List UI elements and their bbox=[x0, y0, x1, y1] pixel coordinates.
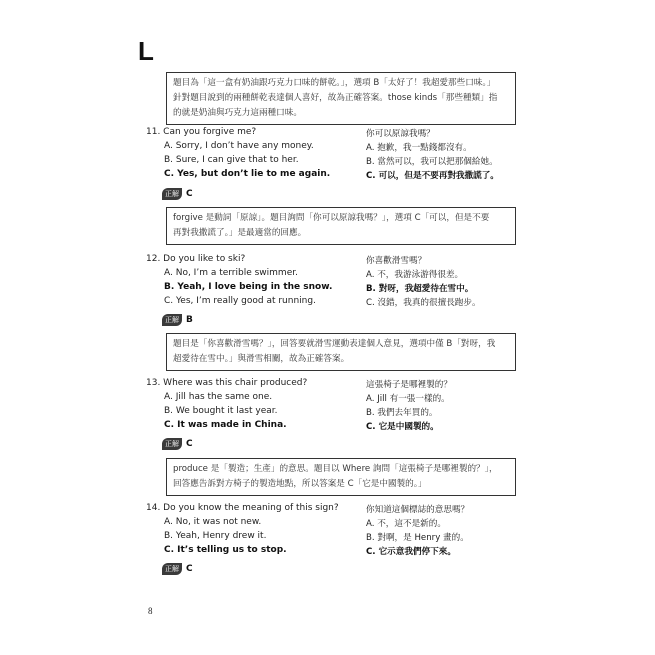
question-12-zh: 你喜歡滑雪嗎？ bbox=[366, 256, 427, 266]
question-13-zh: 這張椅子是哪裡製的？ bbox=[366, 380, 452, 390]
explanation-box-q12 bbox=[166, 333, 516, 371]
q11-option-b: B. Sure, I can give that to her. bbox=[164, 155, 299, 165]
q14-answer-letter: C bbox=[186, 564, 193, 574]
q11-answer-letter: C bbox=[186, 189, 193, 199]
explanation-line: 超愛待在雪中。」與滑雪相關，故為正確答案。 bbox=[173, 354, 350, 364]
q11-option-c-zh: C. 可以，但是不要再對我撒謊了。 bbox=[366, 171, 499, 181]
page-number: 8 bbox=[148, 606, 153, 616]
explanation-box-q11 bbox=[166, 207, 516, 245]
q11-option-a: A. Sorry, I don’t have any money. bbox=[164, 141, 314, 151]
question-14-zh: 你知道這個標誌的意思嗎？ bbox=[366, 505, 470, 515]
q14-option-b: B. Yeah, Henry drew it. bbox=[164, 531, 267, 541]
question-11: 11. Can you forgive me? bbox=[146, 127, 257, 137]
q14-option-a: A. No, it was not new. bbox=[164, 517, 262, 527]
explanation-line: 再對我撒謊了。」是最適當的回應。 bbox=[173, 228, 307, 238]
q12-option-a: A. No, I’m a terrible swimmer. bbox=[164, 268, 298, 278]
explanation-line: 題目是「你喜歡滑雪嗎？」，回答要就滑雪運動表達個人意見，選項中僅 B「對呀，我 bbox=[173, 339, 496, 349]
q12-option-c-zh: C. 沒錯，我真的很擅長跑步。 bbox=[366, 298, 481, 308]
q12-option-c: C. Yes, I’m really good at running. bbox=[164, 296, 316, 306]
q12-answer-letter: B bbox=[186, 315, 193, 325]
q12-option-b-zh: B. 對呀，我超愛待在雪中。 bbox=[366, 284, 474, 294]
explanation-line: 的就是奶油與巧克力這兩種口味。 bbox=[173, 108, 302, 118]
q14-option-b-zh: B. 對啊，是 Henry 畫的。 bbox=[366, 533, 469, 543]
q14-option-c-zh: C. 它示意我們停下來。 bbox=[366, 547, 456, 557]
q11-option-b-zh: B. 當然可以，我可以把那個給她。 bbox=[366, 157, 498, 167]
q11-answer bbox=[162, 188, 193, 200]
q13-option-c: C. It was made in China. bbox=[164, 420, 287, 430]
q13-option-b-zh: B. 我們去年買的。 bbox=[366, 408, 438, 418]
explanation-line: 針對題目說到的兩種餅乾表達個人喜好，故為正確答案。those kinds「那些種類」指 bbox=[173, 93, 498, 103]
answer-badge: 正解 bbox=[162, 438, 182, 450]
q13-option-b: B. We bought it last year. bbox=[164, 406, 278, 416]
explanation-line: 回答應告訴對方椅子的製造地點，所以答案是 C「它是中國製的。」 bbox=[173, 479, 427, 489]
q13-option-a: A. Jill has the same one. bbox=[164, 392, 273, 402]
q13-option-c-zh: C. 它是中國製的。 bbox=[366, 422, 439, 432]
q13-option-a-zh: A. Jill 有一張一樣的。 bbox=[366, 394, 450, 404]
q14-option-c: C. It’s telling us to stop. bbox=[164, 545, 287, 555]
q12-option-b: B. Yeah, I love being in the snow. bbox=[164, 282, 333, 292]
q12-option-a-zh: A. 不，我游泳游得很差。 bbox=[366, 270, 464, 280]
question-11-zh: 你可以原諒我嗎？ bbox=[366, 129, 435, 139]
q13-answer-letter: C bbox=[186, 439, 193, 449]
section-letter: L bbox=[138, 36, 154, 66]
answer-badge: 正解 bbox=[162, 563, 182, 575]
explanation-box-intro bbox=[166, 72, 516, 125]
explanation-line: forgive 是動詞「原諒」。題目詢問「你可以原諒我嗎？」，選項 C「可以，但是不要 bbox=[173, 213, 490, 223]
q13-answer bbox=[162, 438, 193, 450]
explanation-box-q13 bbox=[166, 458, 516, 496]
q11-option-c: C. Yes, but don’t lie to me again. bbox=[164, 169, 331, 179]
question-14: 14. Do you know the meaning of this sign? bbox=[146, 503, 339, 513]
question-13: 13. Where was this chair produced? bbox=[146, 378, 308, 388]
question-12: 12. Do you like to ski? bbox=[146, 254, 246, 264]
explanation-line: 題目為「這一盒有奶油跟巧克力口味的餅乾。」，選項 B「太好了！我超愛那些口味。」 bbox=[173, 78, 496, 88]
q14-answer bbox=[162, 563, 193, 575]
q12-answer bbox=[162, 314, 193, 326]
q11-option-a-zh: A. 抱歉，我一點錢都沒有。 bbox=[366, 143, 472, 153]
answer-badge: 正解 bbox=[162, 314, 182, 326]
answer-badge: 正解 bbox=[162, 188, 182, 200]
q14-option-a-zh: A. 不，這不是新的。 bbox=[366, 519, 446, 529]
explanation-line: produce 是「製造；生產」的意思。題目以 Where 詢問「這張椅子是哪裡製的？」， bbox=[173, 464, 498, 474]
